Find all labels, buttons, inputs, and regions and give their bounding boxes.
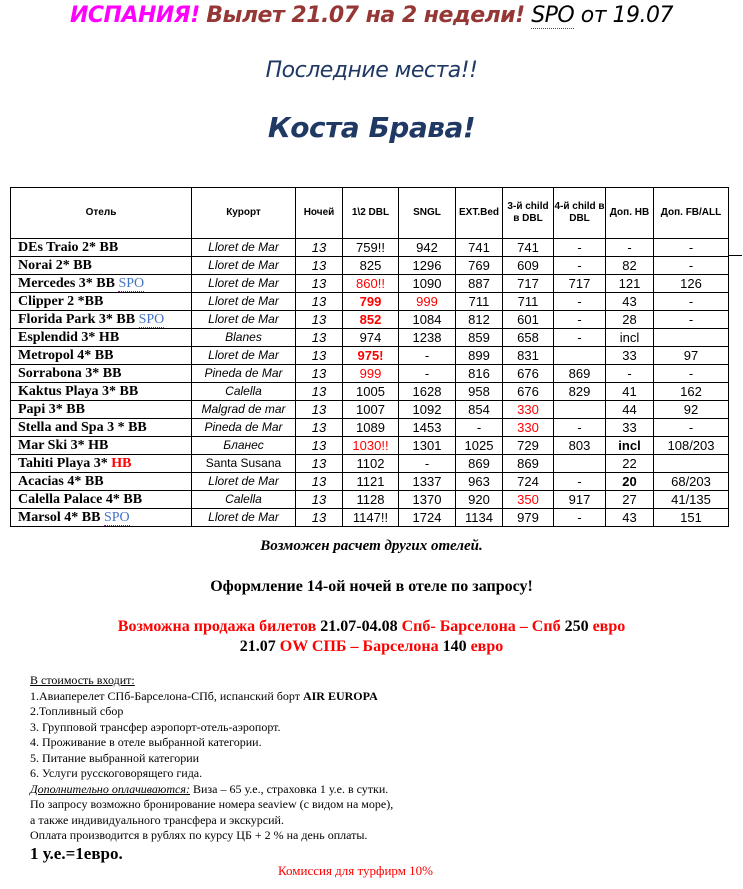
hotel-name-text: Stella and Spa 3 * BB (18, 420, 147, 435)
sale-route: Спб- Барселона – Спб (397, 618, 565, 635)
cell-dbl: 1007 (343, 401, 399, 419)
cell-nights: 13 (296, 329, 343, 347)
cell-resort: Lloret de Mar (192, 239, 296, 257)
cell-ext: 854 (456, 401, 503, 419)
cell-dbl: 1121 (343, 473, 399, 491)
included-item: 3. Групповой трансфер аэропорт-отель-аэропорт. (30, 719, 281, 734)
cell-sngl: 999 (399, 293, 456, 311)
hotel-name (11, 239, 192, 257)
table-edge-mark (728, 255, 742, 256)
included-item: 5. Питание выбранной категории (30, 750, 200, 765)
cell-nights: 13 (296, 257, 343, 275)
cell-ext: 816 (456, 365, 503, 383)
cell-resort: Pineda de Mar (192, 419, 296, 437)
cell-resort: Lloret de Mar (192, 257, 296, 275)
board-tag: HB (111, 456, 132, 471)
sale-text: Возможна продажа билетов (117, 618, 321, 635)
cell-resort: Бланес (192, 437, 296, 455)
sale-currency: евро (588, 618, 626, 635)
cell-dbl: 1147!! (343, 509, 399, 527)
table-row (11, 437, 729, 455)
cell-resort: Lloret de Mar (192, 293, 296, 311)
hotel-name-text: Clipper 2 *BB (18, 294, 104, 309)
cell-resort: Lloret de Mar (192, 311, 296, 329)
cell-child3: 729 (503, 437, 554, 455)
cell-hb: 20 (606, 473, 654, 491)
cell-fb (654, 455, 729, 473)
cell-child3: 330 (503, 401, 554, 419)
region-title: Коста Брава! (267, 111, 476, 144)
cell-ext: 869 (456, 455, 503, 473)
cell-hb: 27 (606, 491, 654, 509)
cell-dbl: 799 (343, 293, 399, 311)
cell-resort: Lloret de Mar (192, 509, 296, 527)
hotel-name (11, 509, 192, 527)
hotel-name (11, 293, 192, 311)
cell-fb: - (654, 293, 729, 311)
cell-fb (654, 329, 729, 347)
cell-child3: 330 (503, 419, 554, 437)
table-row (11, 401, 729, 419)
cell-nights: 13 (296, 455, 343, 473)
cell-fb: 108/203 (654, 437, 729, 455)
hotel-name-text: Esplendid 3* HB (18, 330, 120, 345)
hotel-name (11, 455, 192, 473)
agency-commission: Комиссия для турфирм 10% (278, 863, 434, 878)
hotel-name (11, 275, 192, 293)
exchange-rate: 1 у.е.=1евро. (30, 844, 123, 863)
cell-fb: 41/135 (654, 491, 729, 509)
cell-resort: Calella (192, 491, 296, 509)
extra-text: Виза – 65 у.е., страховка 1 у.е. в сутки. (189, 781, 389, 796)
cell-nights: 13 (296, 275, 343, 293)
hotel-name (11, 491, 192, 509)
cell-dbl: 825 (343, 257, 399, 275)
cell-child3: 979 (503, 509, 554, 527)
cell-hb: 22 (606, 455, 654, 473)
col-resort: Курорт (192, 188, 296, 239)
cell-ext: 958 (456, 383, 503, 401)
sale-dates: 21.07-04.08 (320, 618, 398, 635)
table-row (11, 329, 729, 347)
cell-dbl: 759!! (343, 239, 399, 257)
included-item-text: 1.Авиаперелет СПб-Барселона-СПб, испанский борт (30, 688, 303, 703)
cell-nights: 13 (296, 293, 343, 311)
cell-dbl: 852 (343, 311, 399, 329)
cell-child3: 676 (503, 365, 554, 383)
col-half-dbl: 1\2 DBL (343, 188, 399, 239)
table-row (11, 239, 729, 257)
cell-child3: 711 (503, 293, 554, 311)
cell-resort: Lloret de Mar (192, 473, 296, 491)
cell-hb: incl (606, 329, 654, 347)
cell-child4: 917 (554, 491, 606, 509)
cell-resort: Blanes (192, 329, 296, 347)
hotel-name (11, 383, 192, 401)
cell-child3: 609 (503, 257, 554, 275)
cell-ext: 1134 (456, 509, 503, 527)
spo-date: от 19.07 (574, 3, 673, 28)
cell-child3: 658 (503, 329, 554, 347)
price-table (10, 187, 729, 527)
cell-sngl: 942 (399, 239, 456, 257)
cell-dbl: 1089 (343, 419, 399, 437)
cell-sngl: 1628 (399, 383, 456, 401)
cell-child3: 676 (503, 383, 554, 401)
hotel-name-text: Acacias 4* BB (18, 474, 104, 489)
cell-dbl: 1005 (343, 383, 399, 401)
hotel-name (11, 473, 192, 491)
hotel-name-text: DEs Traio 2* BB (18, 240, 119, 255)
spo-tag: SPO (103, 510, 130, 525)
hotel-name (11, 437, 192, 455)
cell-resort: Lloret de Mar (192, 347, 296, 365)
table-row (11, 311, 729, 329)
cell-hb: 121 (606, 275, 654, 293)
hotel-name-text: Sorrabona 3* BB (18, 366, 122, 381)
cell-hb: 33 (606, 419, 654, 437)
cell-nights: 13 (296, 239, 343, 257)
cell-fb: 97 (654, 347, 729, 365)
cell-nights: 13 (296, 401, 343, 419)
hotel-name-text: Mar Ski 3* HB (18, 438, 109, 453)
cell-nights: 13 (296, 365, 343, 383)
cell-child3: 869 (503, 455, 554, 473)
cell-resort: Malgrad de mar (192, 401, 296, 419)
ow-currency: евро (466, 638, 504, 655)
cell-nights: 13 (296, 473, 343, 491)
cell-dbl: 974 (343, 329, 399, 347)
cell-sngl: 1238 (399, 329, 456, 347)
cell-child3: 831 (503, 347, 554, 365)
cell-resort: Lloret de Mar (192, 275, 296, 293)
hotel-name (11, 365, 192, 383)
col-hotel: Отель (11, 188, 192, 239)
cell-sngl: 1084 (399, 311, 456, 329)
cell-sngl: 1724 (399, 509, 456, 527)
cell-child3: 350 (503, 491, 554, 509)
cell-fb: - (654, 311, 729, 329)
ow-date: 21.07 (239, 638, 276, 655)
cell-child4 (554, 401, 606, 419)
col-extra-fb: Доп. FB/ALL (654, 188, 729, 239)
included-item: 4. Проживание в отеле выбранной категории. (30, 735, 262, 749)
table-row (11, 275, 729, 293)
cell-ext: 769 (456, 257, 503, 275)
sale-price: 250 (564, 618, 589, 635)
included-section (30, 673, 393, 844)
ow-route: OW СПБ – Барселона (275, 638, 443, 655)
cell-hb: 28 (606, 311, 654, 329)
cell-child4 (554, 347, 606, 365)
cell-sngl: - (399, 365, 456, 383)
hotel-name (11, 257, 192, 275)
payment-terms: Оплата производится в рублях по курсу ЦБ + 2 % на день оплаты. (30, 828, 368, 842)
hotel-name-text: Tahiti Playa 3* (18, 456, 112, 471)
col-child3: 3-й child в DBL (503, 188, 554, 239)
extra-payments (30, 782, 393, 798)
included-heading: В стоимость входит: (30, 673, 135, 687)
cell-resort: Calella (192, 383, 296, 401)
cell-fb: - (654, 257, 729, 275)
cell-fb: - (654, 365, 729, 383)
cell-sngl: - (399, 455, 456, 473)
cell-sngl: 1453 (399, 419, 456, 437)
airline-name: AIR EUROPA (302, 688, 378, 703)
hotel-name-text: Kaktus Playa 3* BB (18, 384, 139, 399)
cell-fb: 126 (654, 275, 729, 293)
cell-fb: 92 (654, 401, 729, 419)
cell-child4: - (554, 329, 606, 347)
cell-sngl: 1301 (399, 437, 456, 455)
table-row (11, 257, 729, 275)
cell-child4: - (554, 293, 606, 311)
table-row (11, 509, 729, 527)
table-row (11, 419, 729, 437)
extra-heading: Дополнительно оплачиваются: (30, 781, 190, 796)
cell-dbl: 999 (343, 365, 399, 383)
table-row (11, 455, 729, 473)
cell-child4: - (554, 473, 606, 491)
cell-hb: 43 (606, 509, 654, 527)
other-hotels-note: Возможен расчет других отелей. (260, 538, 483, 554)
ow-price: 140 (442, 638, 467, 655)
cell-child4: 717 (554, 275, 606, 293)
cell-nights: 13 (296, 437, 343, 455)
hotel-name-text: Marsol 4* BB (18, 510, 104, 525)
cell-dbl: 860!! (343, 275, 399, 293)
cell-dbl: 975! (343, 347, 399, 365)
table-row (11, 293, 729, 311)
cell-child4: - (554, 239, 606, 257)
cell-nights: 13 (296, 383, 343, 401)
country-title: ИСПАНИЯ! (69, 3, 200, 28)
cell-sngl: 1337 (399, 473, 456, 491)
cell-nights: 13 (296, 509, 343, 527)
hotel-name (11, 329, 192, 347)
included-item: 6. Услуги русскоговорящего гида. (30, 766, 203, 780)
table-row (11, 365, 729, 383)
cell-child3: 601 (503, 311, 554, 329)
table-row (11, 347, 729, 365)
cell-sngl: 1092 (399, 401, 456, 419)
subtitle: Последние места!! (265, 58, 478, 83)
cell-hb: 82 (606, 257, 654, 275)
cell-nights: 13 (296, 347, 343, 365)
col-nights: Ночей (296, 188, 343, 239)
cell-child4 (554, 455, 606, 473)
cell-sngl: 1370 (399, 491, 456, 509)
cell-child4: - (554, 509, 606, 527)
hotel-name (11, 419, 192, 437)
cell-nights: 13 (296, 311, 343, 329)
hotel-name-text: Metropol 4* BB (18, 348, 114, 363)
cell-ext: 1025 (456, 437, 503, 455)
cell-hb: incl (606, 437, 654, 455)
hotel-name-text: Mercedes 3* BB (18, 276, 119, 291)
seaview-line-1: По запросу возможно бронирование номера seaview (с видом на море), (30, 797, 394, 811)
cell-fb: 151 (654, 509, 729, 527)
spo-label: SPO (531, 3, 575, 28)
cell-child4: 803 (554, 437, 606, 455)
cell-child4: 829 (554, 383, 606, 401)
table-row (11, 383, 729, 401)
departure-info: Вылет 21.07 на 2 недели! (206, 3, 525, 28)
ticket-sale-line (0, 618, 743, 636)
table-row (11, 473, 729, 491)
cell-child3: 724 (503, 473, 554, 491)
cell-ext: 711 (456, 293, 503, 311)
hotel-name-text: Papi 3* BB (18, 402, 85, 417)
cell-nights: 13 (296, 419, 343, 437)
col-ext-bed: EXT.Bed (456, 188, 503, 239)
cell-fb: - (654, 419, 729, 437)
cell-dbl: 1128 (343, 491, 399, 509)
hotel-name-text: Calella Palace 4* BB (18, 492, 143, 507)
table-header-row (11, 188, 729, 239)
cell-ext: 812 (456, 311, 503, 329)
cell-sngl: 1090 (399, 275, 456, 293)
cell-fb: - (654, 239, 729, 257)
hotel-name (11, 401, 192, 419)
included-item: 2.Топливный сбор (30, 704, 124, 718)
col-extra-hb: Доп. HB (606, 188, 654, 239)
cell-ext: 963 (456, 473, 503, 491)
night14-note: Оформление 14-ой ночей в отеле по запросу! (210, 578, 533, 595)
cell-fb: 68/203 (654, 473, 729, 491)
cell-resort: Santa Susana (192, 455, 296, 473)
cell-child3: 741 (503, 239, 554, 257)
cell-sngl: 1296 (399, 257, 456, 275)
cell-ext: 899 (456, 347, 503, 365)
headline (0, 3, 743, 28)
oneway-sale-line (0, 638, 743, 656)
cell-hb: 43 (606, 293, 654, 311)
hotel-name (11, 347, 192, 365)
hotel-name (11, 311, 192, 329)
cell-ext: 859 (456, 329, 503, 347)
cell-dbl: 1102 (343, 455, 399, 473)
cell-child4: - (554, 311, 606, 329)
cell-ext: 887 (456, 275, 503, 293)
hotel-name-text: Florida Park 3* BB (18, 312, 139, 327)
cell-child4: - (554, 419, 606, 437)
cell-ext: 920 (456, 491, 503, 509)
cell-dbl: 1030!! (343, 437, 399, 455)
cell-ext: 741 (456, 239, 503, 257)
col-child4: 4-й child в DBL (554, 188, 606, 239)
table-row (11, 491, 729, 509)
cell-hb: 41 (606, 383, 654, 401)
hotel-name-text: Norai 2* BB (18, 258, 92, 273)
cell-child3: 717 (503, 275, 554, 293)
cell-fb: 162 (654, 383, 729, 401)
col-sngl: SNGL (399, 188, 456, 239)
included-item (30, 689, 393, 705)
cell-hb: - (606, 365, 654, 383)
cell-sngl: - (399, 347, 456, 365)
cell-hb: 44 (606, 401, 654, 419)
cell-hb: 33 (606, 347, 654, 365)
seaview-line-2: а также индивидуального трансфера и экскурсий. (30, 812, 284, 827)
cell-ext: - (456, 419, 503, 437)
cell-child4: - (554, 257, 606, 275)
spo-tag: SPO (118, 276, 145, 291)
cell-nights: 13 (296, 491, 343, 509)
cell-child4: 869 (554, 365, 606, 383)
cell-resort: Pineda de Mar (192, 365, 296, 383)
cell-hb: - (606, 239, 654, 257)
spo-tag: SPO (138, 312, 165, 327)
